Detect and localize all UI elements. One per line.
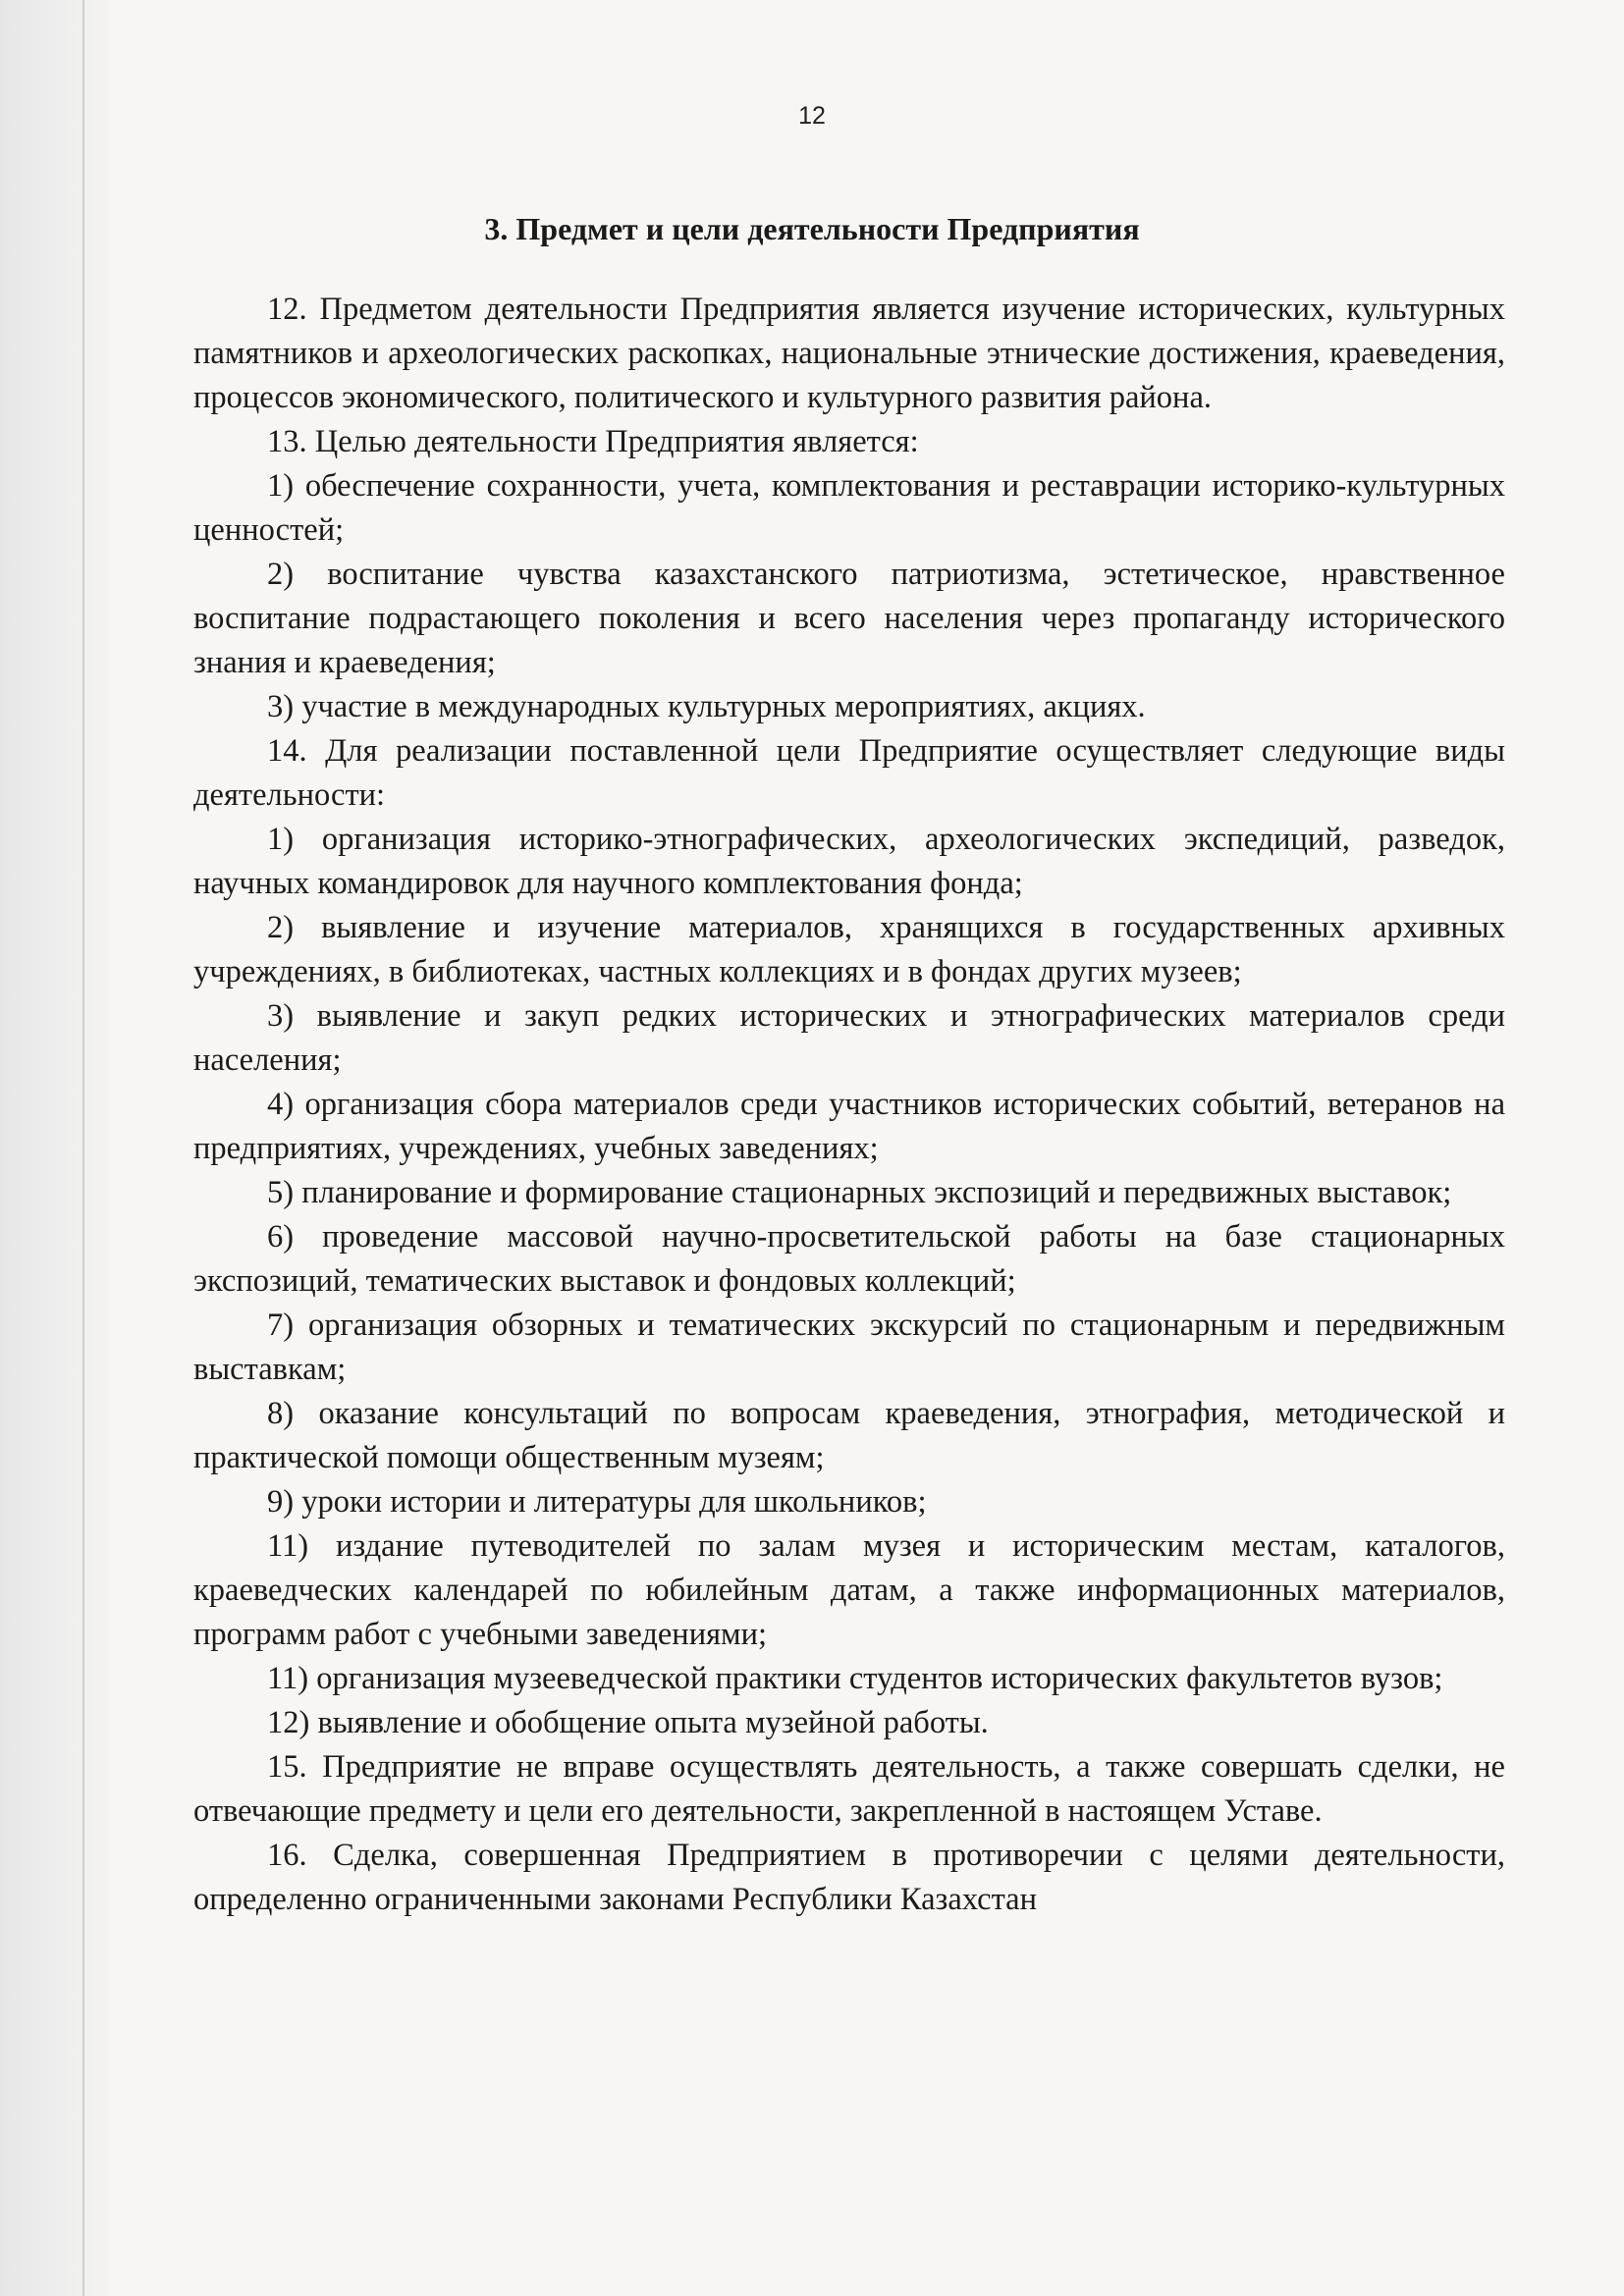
paragraph-14: 14. Для реализации поставленной цели Предприятие осуществляет следующие виды деятельности: <box>193 733 1505 813</box>
activity-item-9: 9) уроки истории и литературы для школьников; <box>267 1484 927 1520</box>
activity-item-6: 6) проведение массовой научно-просветительской работы на базе стационарных экспозиций, тематических выставок и фондовых коллекций; <box>193 1219 1505 1299</box>
activity-item-8: 8) оказание консультаций по вопросам краеведения, этнография, методической и практической помощи общественным музеям; <box>193 1396 1505 1475</box>
activity-item-4: 4) организация сбора материалов среди участников исторических событий, ветеранов на предприятиях, учреждениях, учебных заведениях; <box>193 1087 1505 1166</box>
activity-item-12: 12) выявление и обобщение опыта музейной работы. <box>267 1705 989 1740</box>
activity-item-3: 3) выявление и закуп редких исторических и этнографических материалов среди населения; <box>193 998 1505 1078</box>
section-heading: 3. Предмет и цели деятельности Предприятия <box>484 211 1140 246</box>
goal-item-2: 2) воспитание чувства казахстанского патриотизма, эстетическое, нравственное воспитание подрастающего поколения и всего населения через пропаганду исторического знания и краеведения; <box>193 557 1505 680</box>
activity-item-2: 2) выявление и изучение материалов, хранящихся в государственных архивных учреждениях, в библиотеках, частных коллекциях и в фондах других музеев; <box>193 910 1505 989</box>
binding-edge <box>82 0 84 2296</box>
paragraph-16: 16. Сделка, совершенная Предприятием в противоречии с целями деятельности, определенно ограниченными законами Республики Казахстан <box>193 1838 1505 1917</box>
activity-item-5: 5) планирование и формирование стационарных экспозиций и передвижных выставок; <box>267 1175 1452 1210</box>
goal-item-1: 1) обеспечение сохранности, учета, комплектования и реставрации историко-культурных ценностей; <box>193 468 1505 548</box>
activity-item-11b: 11) организация музееведческой практики студентов исторических факультетов вузов; <box>267 1661 1443 1696</box>
goal-item-3: 3) участие в международных культурных мероприятиях, акциях. <box>267 689 1146 724</box>
page-number: 12 <box>798 102 826 130</box>
paragraph-13: 13. Целью деятельности Предприятия является: <box>267 424 919 459</box>
paragraph-15: 15. Предприятие не вправе осуществлять деятельность, а также совершать сделки, не отвечающие предмету и цели его деятельности, закрепленной в настоящем Уставе. <box>193 1749 1505 1829</box>
binding-shadow <box>0 0 108 2296</box>
activity-item-1: 1) организация историко-этнографических, археологических экспедиций, разведок, научных командировок для научного комплектования фонда; <box>193 822 1505 901</box>
paragraph-12: 12. Предметом деятельности Предприятия является изучение исторических, культурных памятников и археологических раскопках, национальные этнические достижения, краеведения, процессов экономического, политического и культурного развития района. <box>193 292 1505 415</box>
activity-item-7: 7) организация обзорных и тематических экскурсий по стационарным и передвижным выставкам; <box>193 1308 1505 1387</box>
document-body <box>193 288 1505 1922</box>
activity-item-11a: 11) издание путеводителей по залам музея и историческим местам, каталогов, краеведческих календарей по юбилейным датам, а также информационных материалов, программ работ с учебными заведениями; <box>193 1528 1505 1652</box>
